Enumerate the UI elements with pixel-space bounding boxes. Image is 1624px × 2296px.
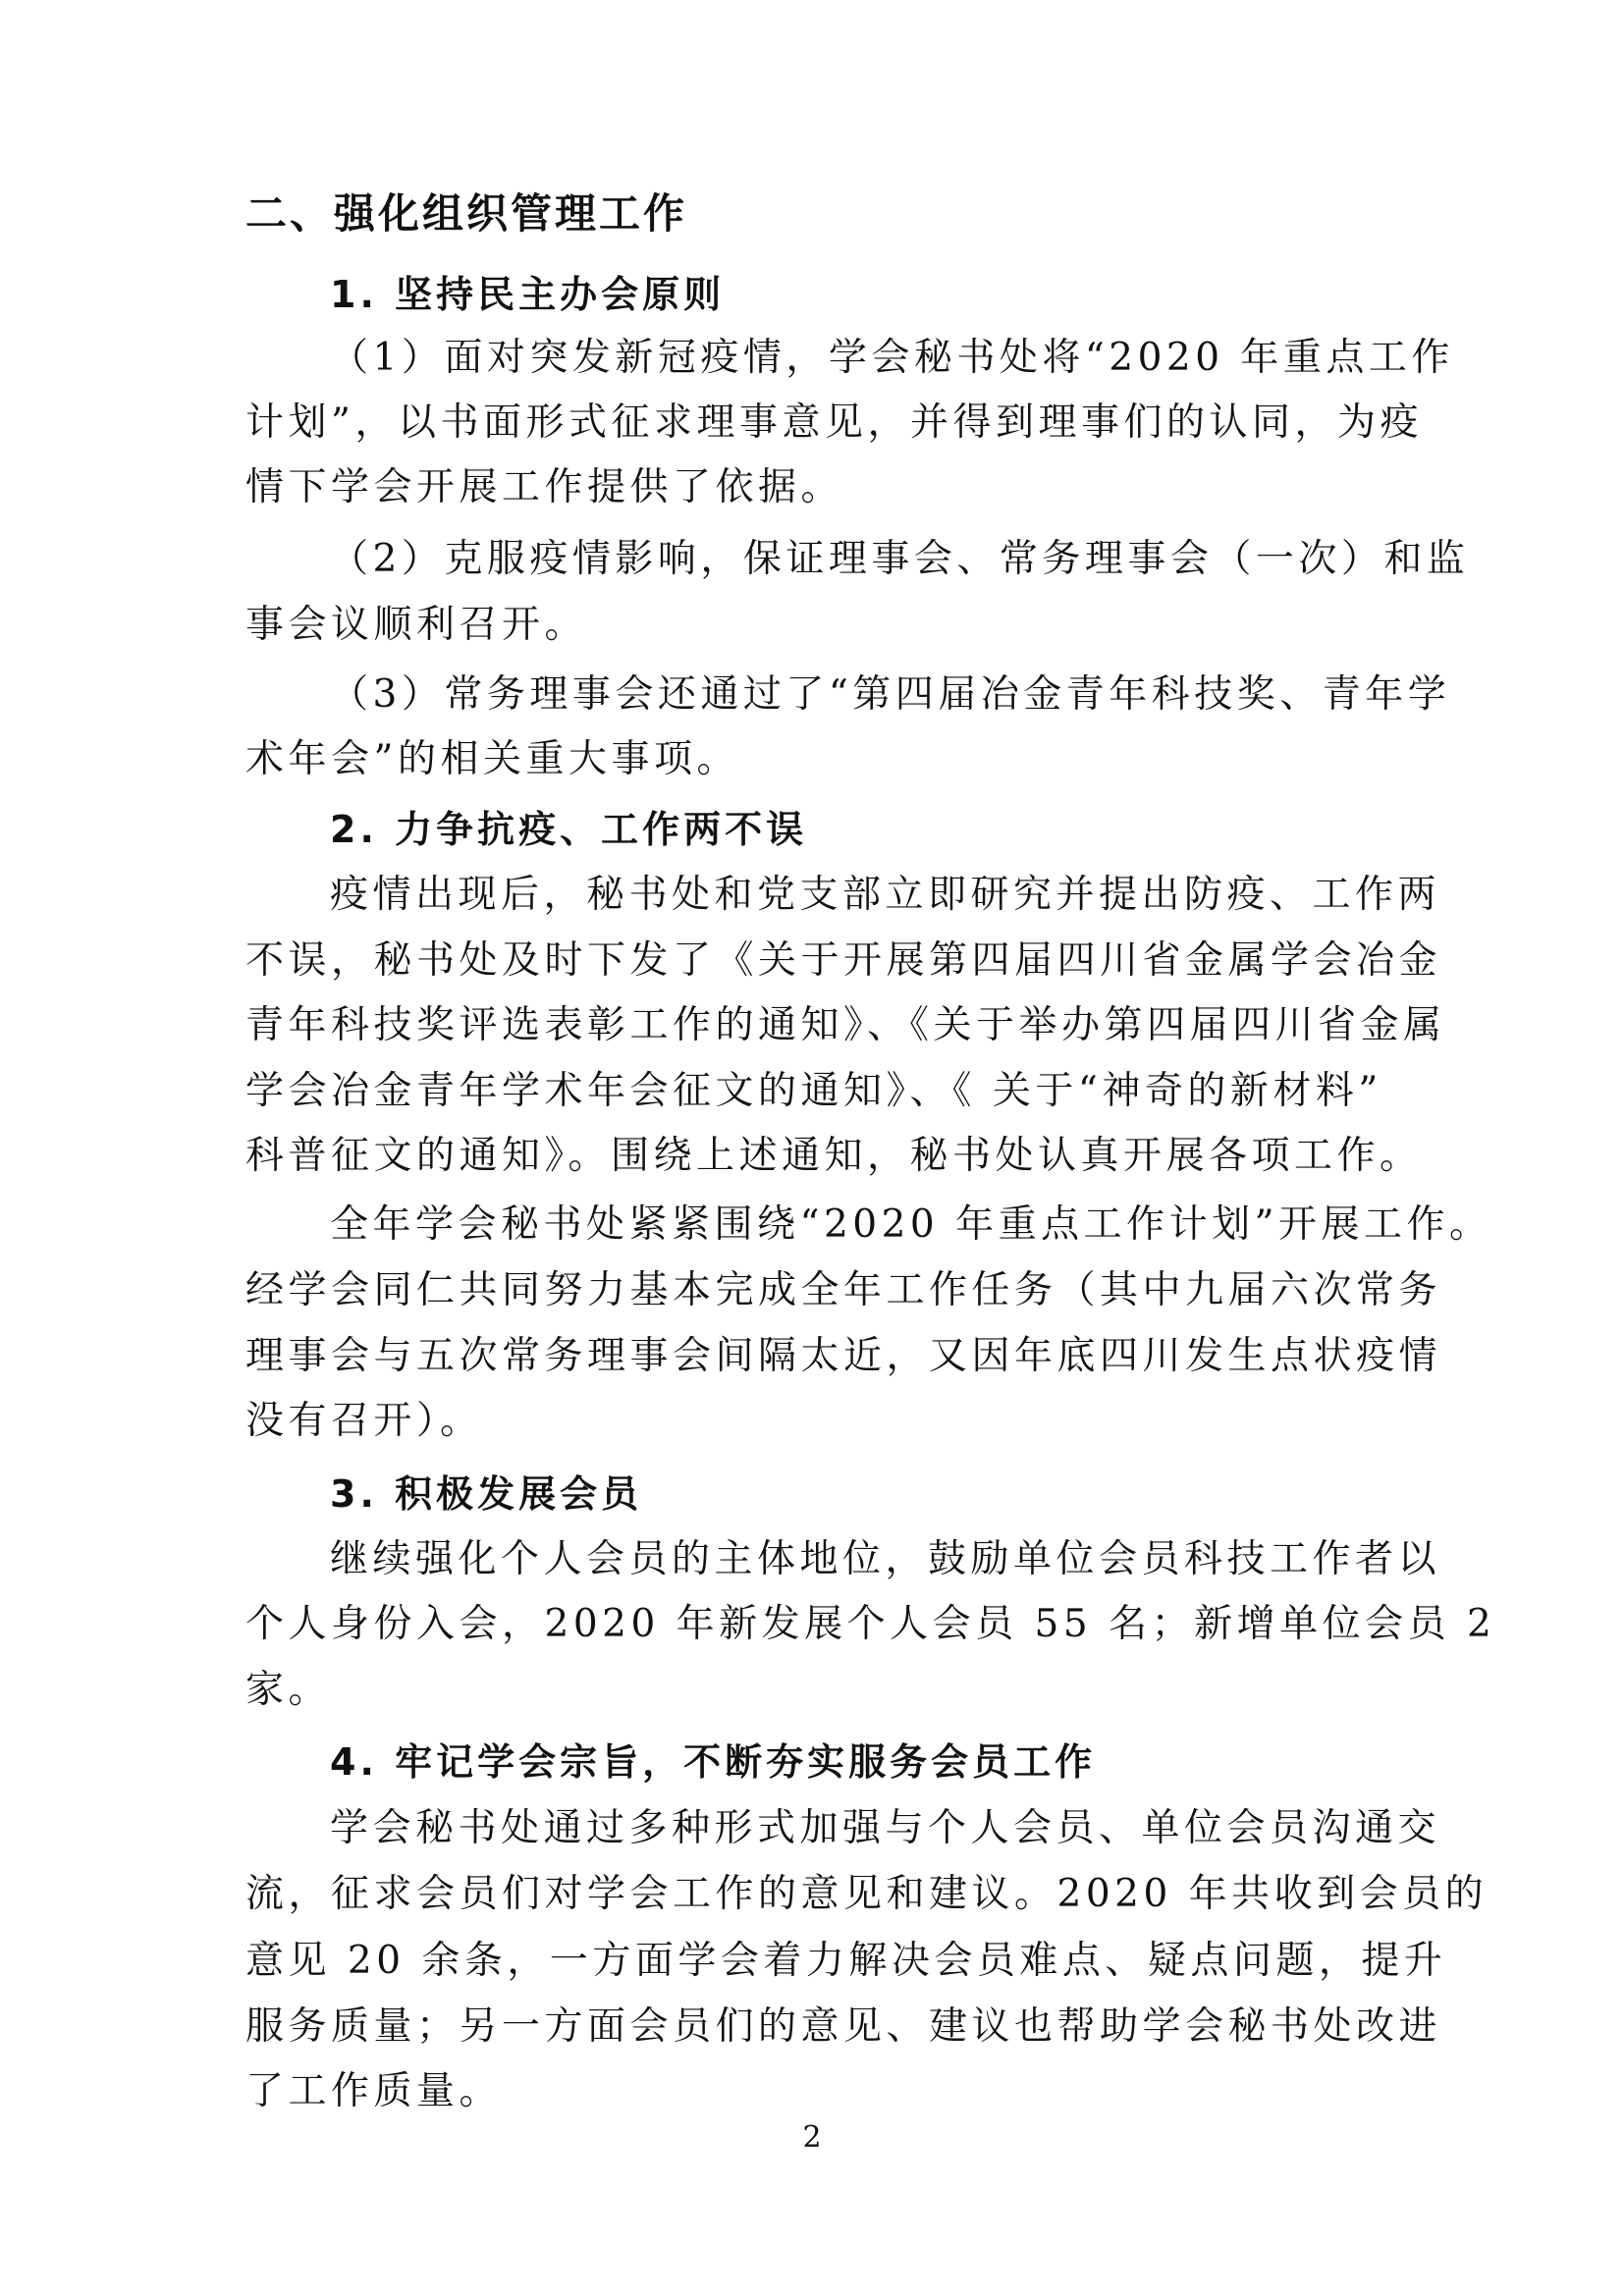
paragraph-line: 疫情出现后，秘书处和党支部立即研究并提出防疫、工作两 <box>330 873 1441 917</box>
paragraph-line: （1）面对突发新冠疫情，学会秘书处将“2020 年重点工作 <box>330 336 1454 380</box>
paragraph-line: 继续强化个人会员的主体地位，鼓励单位会员科技工作者以 <box>330 1537 1441 1581</box>
section-heading: 二、强化组织管理工作 <box>245 189 688 238</box>
paragraph-line: （3）常务理事会还通过了“第四届冶金青年科技奖、青年学 <box>330 672 1451 717</box>
subsection-title-2: 2. 力争抗疫、工作两不误 <box>330 808 808 851</box>
page-number: 2 <box>802 2120 822 2155</box>
paragraph-line: 不误，秘书处及时下发了《关于开展第四届四川省金属学会冶金 <box>245 938 1442 983</box>
paragraph-line: 全年学会秘书处紧紧围绕“2020 年重点工作计划”开展工作。 <box>330 1202 1492 1247</box>
subsection-title-4: 4. 牢记学会宗旨，不断夯实服务会员工作 <box>330 1740 1097 1784</box>
paragraph-line: 个人身份入会，2020 年新发展个人会员 55 名；新增单位会员 2 <box>245 1602 1496 1646</box>
paragraph-line: （2）克服疫情影响，保证理事会、常务理事会（一次）和监 <box>330 537 1470 581</box>
paragraph-line: 学会冶金青年学术年会征文的通知》、《 关于“神奇的新材料” <box>245 1069 1382 1113</box>
paragraph-line: 没有召开）。 <box>245 1399 483 1443</box>
paragraph-line: 经学会同仁共同努力基本完成全年工作任务（其中九届六次常务 <box>245 1268 1442 1312</box>
paragraph-line: 流，征求会员们对学会工作的意见和建议。2020 年共收到会员的 <box>245 1872 1489 1916</box>
paragraph-line: 青年科技奖评选表彰工作的通知》、《关于举办第四届四川省金属 <box>245 1003 1446 1047</box>
paragraph-line: 家。 <box>245 1668 332 1712</box>
paragraph-line: 术年会”的相关重大事项。 <box>245 737 739 781</box>
paragraph-line: 理事会与五次常务理事会间隔太近，又因年底四川发生点状疫情 <box>245 1334 1442 1378</box>
paragraph-line: 情下学会开展工作提供了依据。 <box>245 465 844 509</box>
paragraph-line: 服务质量；另一方面会员们的意见、建议也帮助学会秘书处改进 <box>245 2004 1442 2049</box>
subsection-title-3: 3. 积极发展会员 <box>330 1472 643 1516</box>
paragraph-line: 意见 20 余条，一方面学会着力解决会员难点、疑点问题，提升 <box>245 1939 1447 1983</box>
paragraph-line: 学会秘书处通过多种形式加强与个人会员、单位会员沟通交 <box>330 1806 1441 1850</box>
subsection-title-1: 1. 坚持民主办会原则 <box>330 273 726 316</box>
paragraph-line: 科普征文的通知》。围绕上述通知，秘书处认真开展各项工作。 <box>245 1134 1423 1178</box>
paragraph-line: 了工作质量。 <box>245 2069 503 2113</box>
paragraph-line: 事会议顺利召开。 <box>245 603 588 647</box>
paragraph-line: 计划”，以书面形式征求理事意见，并得到理事们的认同，为疫 <box>245 400 1423 445</box>
